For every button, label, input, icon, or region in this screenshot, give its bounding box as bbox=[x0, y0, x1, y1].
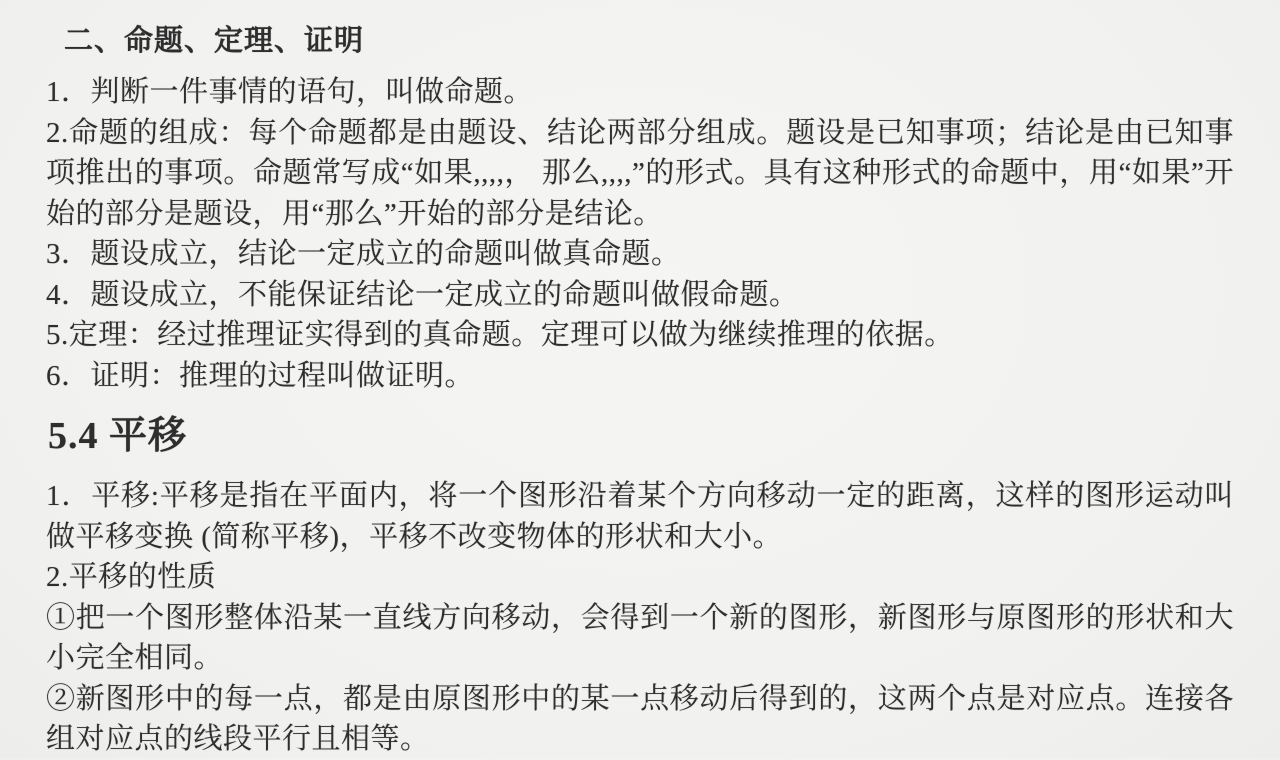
section-heading-translation: 5.4 平移 bbox=[48, 415, 188, 457]
list-item-proposition-composition: 2.命题的组成：每个命题都是由题设、结论两部分组成。题设是已知事项；结论是由已知事项推出的事项。命题常写成“如果,,,,， 那么,,,,”的形式。具有这种形式的命题中，用“如果”开始的部分是题设，用“那么”开始的部分是结论。 bbox=[46, 116, 1234, 230]
list-item-translation-definition: 1．平移:平移是指在平面内，将一个图形沿着某个方向移动一定的距离，这样的图形运动叫做平移变换 (简称平移)，平移不改变物体的形状和大小。 bbox=[46, 480, 1234, 553]
list-item-definition-proposition: 1．判断一件事情的语句，叫做命题。 bbox=[46, 76, 534, 108]
list-item-theorem: 5.定理：经过推理证实得到的真命题。定理可以做为继续推理的依据。 bbox=[46, 319, 954, 351]
list-item-translation-properties-title: 2.平移的性质 bbox=[46, 561, 217, 593]
list-item-translation-property-2: ②新图形中的每一点，都是由原图形中的某一点移动后得到的，这两个点是对应点。连接各组对应点的线段平行且相等。 bbox=[46, 682, 1234, 755]
list-item-translation-property-1: ①把一个图形整体沿某一直线方向移动，会得到一个新的图形，新图形与原图形的形状和大小完全相同。 bbox=[46, 601, 1234, 674]
list-item-proof: 6．证明：推理的过程叫做证明。 bbox=[46, 359, 475, 392]
section-heading-proposition-theorem-proof: 二、命题、定理、证明 bbox=[64, 25, 365, 57]
list-item-false-proposition: 4．题设成立，不能保证结论一定成立的命题叫做假命题。 bbox=[46, 278, 799, 311]
list-item-true-proposition: 3．题设成立，结论一定成立的命题叫做真命题。 bbox=[46, 238, 681, 270]
